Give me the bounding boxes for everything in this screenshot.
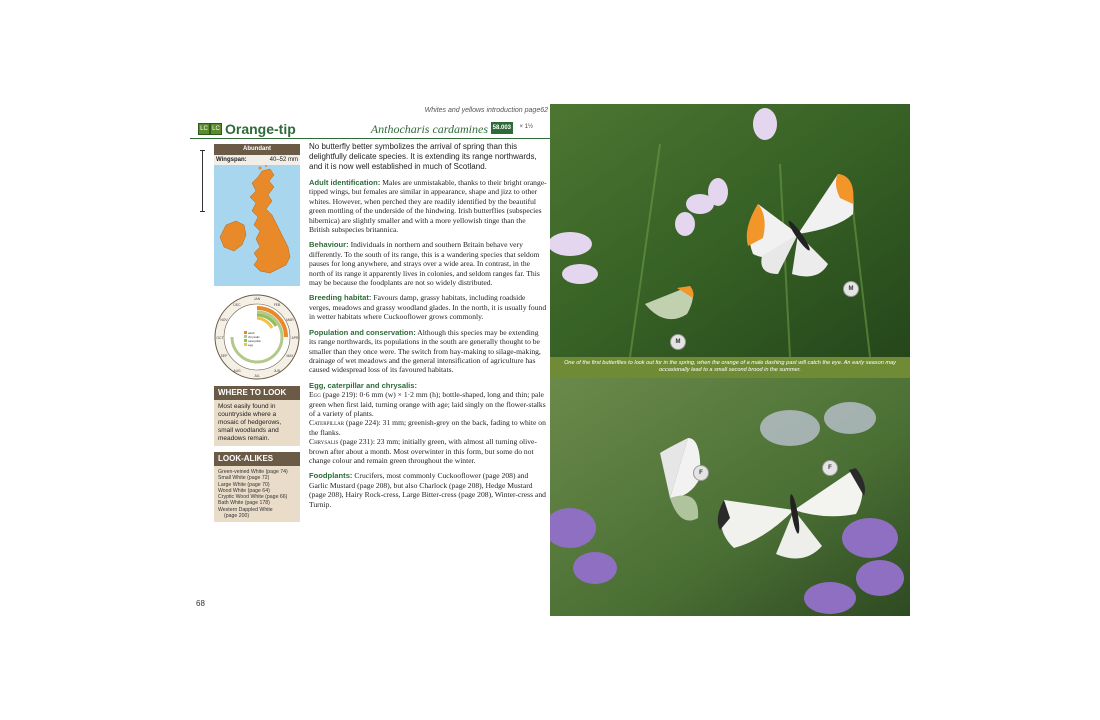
breeding-paragraph xyxy=(309,293,547,321)
intro-paragraph: No butterfly better symbolizes the arrival of spring than this delightfully delicate species. It is extending its range northwards, and it is now well established in much of Scotland. xyxy=(309,142,537,171)
wheel-month: AUG xyxy=(233,369,241,373)
where-to-look-text: Most easily found in countryside where a mosaic of hedgerows, small woodlands and meadows remain. xyxy=(214,400,300,446)
sex-label: M xyxy=(670,334,686,350)
wheel-month: JUN xyxy=(273,369,281,373)
life-cycle-wheel xyxy=(214,294,300,380)
page-number: 68 xyxy=(196,599,205,608)
look-alike-item: Bath White (page 178) xyxy=(218,500,270,507)
scale-factor: × 1½ xyxy=(519,124,533,130)
breeding-heading: Breeding habitat: xyxy=(309,293,372,303)
egg-label: Egg xyxy=(309,390,321,400)
population-text: Although this species may be extending its range northwards, its populations in the south are generally thought to be smaller than they once were. The switch from hay-making to silage-making, drainage of wet meadows and the general intensification of agriculture has caused widespread loss of its favoured habitats. xyxy=(309,327,541,375)
wheel-month: SEP xyxy=(220,354,228,358)
behaviour-text: Individuals in northern and southern Britain behave very differently. To the south of its range, this is a wandering species that seldom pauses for long anywhere, and strays over a wide area. In contrast, in the north of its range it apparently lives in colonies, and seldom ranges far. This may be because the foodplants are not so widely distributed. xyxy=(309,240,540,288)
wheel-month: MAR xyxy=(286,318,294,322)
scientific-name: Anthocharis cardamines xyxy=(370,122,488,136)
where-to-look-heading: WHERE TO LOOK xyxy=(214,386,300,400)
look-alike-item: Cryptic Wood White (page 66) xyxy=(218,494,288,501)
status-badge: LC xyxy=(198,123,210,135)
chrysalis-text: (page 231): 23 mm; initially green, with almost all turning olive-brown after about a month. Most overwinter in this form, but some do not change colour and remain green throughout the winter. xyxy=(309,437,537,465)
sex-label: F xyxy=(822,460,838,476)
breeding-text: Favours damp, grassy habitats, including roadside verges, meadows and grassy woodland glades. In the north, it is usually found in wetter habitats where Cuckooflower grows commonly. xyxy=(309,293,547,322)
sex-label: M xyxy=(843,281,859,297)
wheel-month: DEC xyxy=(233,303,241,307)
egg-paragraph xyxy=(309,390,547,418)
foodplants-text: Crucifers, most commonly Cuckooflower (page 208) and Garlic Mustard (page 208), but also Charlock (page 208), Hedge Mustard (page 208), Hairy Rock-cress, Large Bitter-cress (page 208), Winter-cress and Turnip. xyxy=(309,471,546,509)
male-photo-graphic xyxy=(550,104,910,357)
running-head: Whites and yellows introduction page62 xyxy=(424,107,548,114)
look-alike-item: Wood White (page 64) xyxy=(218,487,270,494)
stages-heading-line xyxy=(309,381,547,390)
chrysalis-paragraph xyxy=(309,437,547,465)
wheel-month: OCT xyxy=(216,336,224,340)
adult-id-paragraph xyxy=(309,178,547,234)
wingspan-row xyxy=(214,155,300,165)
distribution-map-graphic xyxy=(214,165,300,286)
caterpillar-text: (page 224): 31 mm; greenish-grey on the back, fading to white on the flanks. xyxy=(309,418,546,437)
female-photo-graphic xyxy=(550,378,910,616)
wheel-month: NOV xyxy=(220,318,228,322)
size-scale-bar xyxy=(202,150,203,212)
look-alike-item: Small White (page 72) xyxy=(218,475,270,482)
status-badge: LC xyxy=(210,123,222,135)
look-alike-item: Green-veined White (page 74) xyxy=(218,469,288,475)
egg-text: (page 219): 0·6 mm (w) × 1·2 mm (h); bottle-shaped, long and thin; pale green when first laid, turning orange with age; laid singly on the flower-stalks of a variety of plants. xyxy=(309,390,546,418)
photo-caption: One of the first butterflies to look out for in the spring, when the orange of a male dashing past will catch the eye. An early season may occasionally lead to a small second brood in the summer. xyxy=(550,357,910,378)
behaviour-paragraph xyxy=(309,240,547,287)
wheel-legend-egg: egg xyxy=(248,343,254,347)
species-code: 58.003 xyxy=(491,122,513,134)
caterpillar-label: Caterpillar xyxy=(309,418,345,428)
foodplants-paragraph xyxy=(309,471,547,509)
caterpillar-paragraph xyxy=(309,418,547,437)
wingspan-label: Wingspan: xyxy=(216,157,247,163)
abundance-label: Abundant xyxy=(214,144,300,155)
wheel-month: JUL xyxy=(253,374,261,378)
wheel-legend-adult: adult xyxy=(248,331,255,335)
wheel-month: FEB xyxy=(273,303,281,307)
look-alike-item: Western Dappled White xyxy=(218,506,273,513)
population-heading: Population and conservation: xyxy=(309,327,416,337)
look-alike-item: Large White (page 70) xyxy=(218,481,270,488)
behaviour-heading: Behaviour: xyxy=(309,240,349,250)
common-name: Orange-tip xyxy=(225,121,296,137)
look-alikes-heading: LOOK-ALIKES xyxy=(214,452,300,466)
chrysalis-label: Chrysalis xyxy=(309,437,339,447)
look-alike-item: (page 200) xyxy=(224,513,250,520)
adult-id-heading: Adult identification: xyxy=(309,178,381,187)
wheel-month: JAN xyxy=(253,297,261,301)
species-text xyxy=(309,142,547,515)
look-alikes-list xyxy=(214,466,300,522)
wheel-legend-caterpillar: caterpillar xyxy=(248,339,262,343)
foodplants-heading: Foodplants: xyxy=(309,471,353,481)
wingspan-value: 40–52 mm xyxy=(269,157,298,163)
wheel-legend-chrysalis: chrysalis xyxy=(248,335,260,339)
right-page xyxy=(550,104,910,616)
female-photo xyxy=(550,378,910,616)
sex-label: F xyxy=(693,465,709,481)
adult-id-text: Males are unmistakable, thanks to their bright orange-tipped wings, but females are similar in appearance, shape and jizz to other whites. However, when perched they are readily identified by the beautiful green mottling of the underside of the hindwing. Irish butterflies (subspecies hibernica) are slightly smaller and with a more yellowish tinge than the British subspecies britannica. xyxy=(309,178,547,235)
species-sidebar xyxy=(214,144,300,522)
distribution-map xyxy=(214,165,300,286)
wheel-month: MAY xyxy=(286,354,294,358)
stages-heading: Egg, caterpillar and chrysalis: xyxy=(309,380,418,390)
male-photo xyxy=(550,104,910,357)
species-title-bar xyxy=(190,121,550,139)
population-paragraph xyxy=(309,328,547,375)
left-page xyxy=(188,104,550,616)
wheel-month: APR xyxy=(291,336,299,340)
